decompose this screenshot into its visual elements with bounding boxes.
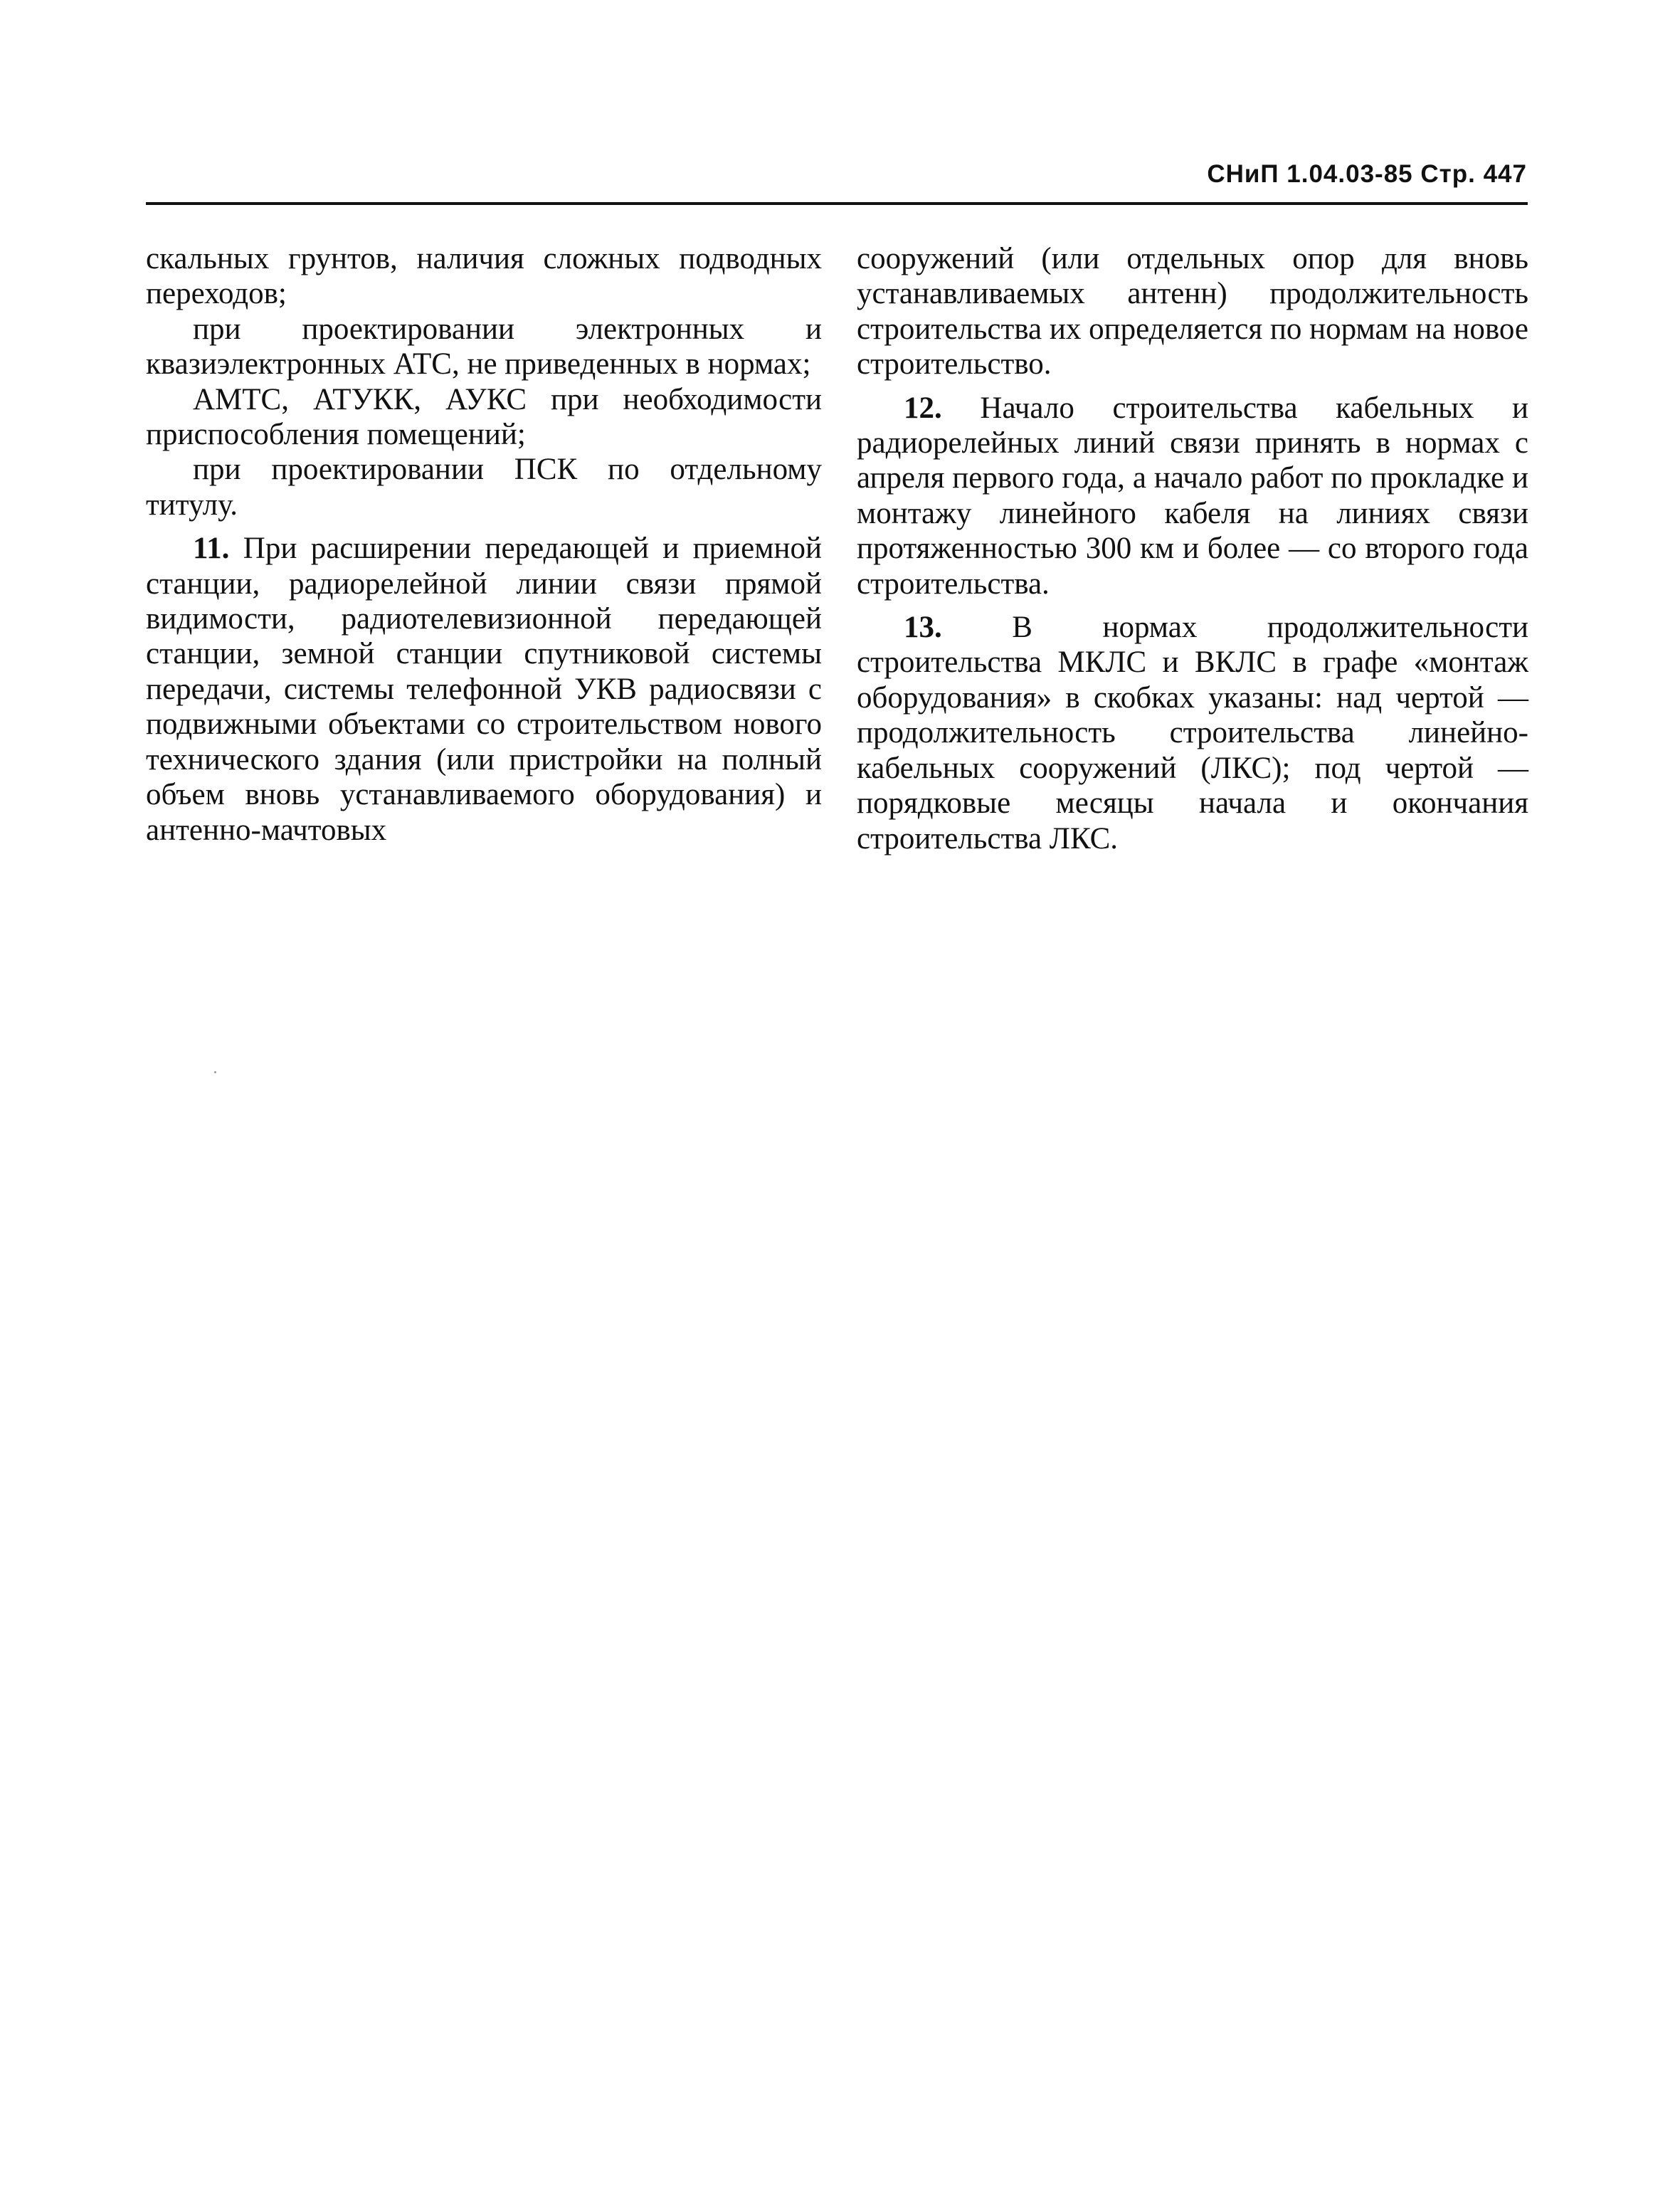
- paragraph-amts: АМТС, АТУКК, АУКС при необходимости приспособления помещений;: [146, 382, 822, 452]
- paragraph-electronic-ats: при проектировании электронных и квазиэлектронных АТС, не приведенных в нормах;: [146, 312, 822, 381]
- paragraph-13-text: В нормах продолжительности строительства МКЛС и ВКЛС в графе «монтаж оборудования» в скобках указаны: над чертой — продолжительность строительства линейно-кабельных сооружений (ЛКС); под чертой — порядковые месяцы начала и окончания строительства ЛКС.: [857, 611, 1528, 855]
- paragraph-11-continuation: сооружений (или отдельных опор для вновь устанавливаемых антенн) продолжительность строительства их определяется по нормам на новое строительство.: [857, 242, 1528, 381]
- paragraph-11-number: 11.: [193, 532, 230, 566]
- paragraph-12-number: 12.: [904, 391, 942, 425]
- paragraph-13-number: 13.: [904, 611, 942, 645]
- paragraph-11-text: При расширении передающей и приемной станции, радиорелейной линии связи прямой видимости, радиотелевизионной передающей станции, земной станции спутниковой системы передачи, системы телефонной УКВ радиосвязи с подвижными объектами со строительством нового технического здания (или пристройки на полный объем вновь устанавливаемого оборудования) и антенно-мачтовых: [146, 532, 822, 847]
- paragraph-13: [857, 610, 1528, 856]
- left-column: [146, 241, 822, 848]
- scan-speck: [214, 1071, 216, 1073]
- paragraph-11: [146, 531, 822, 848]
- paragraph-continuation: скальных грунтов, наличия сложных подводных переходов;: [146, 242, 822, 311]
- paragraph-psk: при проектировании ПСК по отдельному титулу.: [146, 453, 822, 522]
- paragraph-12: [857, 391, 1528, 601]
- right-column: [857, 241, 1528, 856]
- running-header: СНиП 1.04.03-85 Стр. 447: [1207, 160, 1527, 188]
- paragraph-12-text: Начало строительства кабельных и радиорелейных линий связи принять в нормах с апреля первого года, а начало работ по прокладке и монтажу линейного кабеля на линиях связи протяженностью 300 км и более — со второго года строительства.: [857, 391, 1529, 601]
- header-rule: [146, 202, 1528, 205]
